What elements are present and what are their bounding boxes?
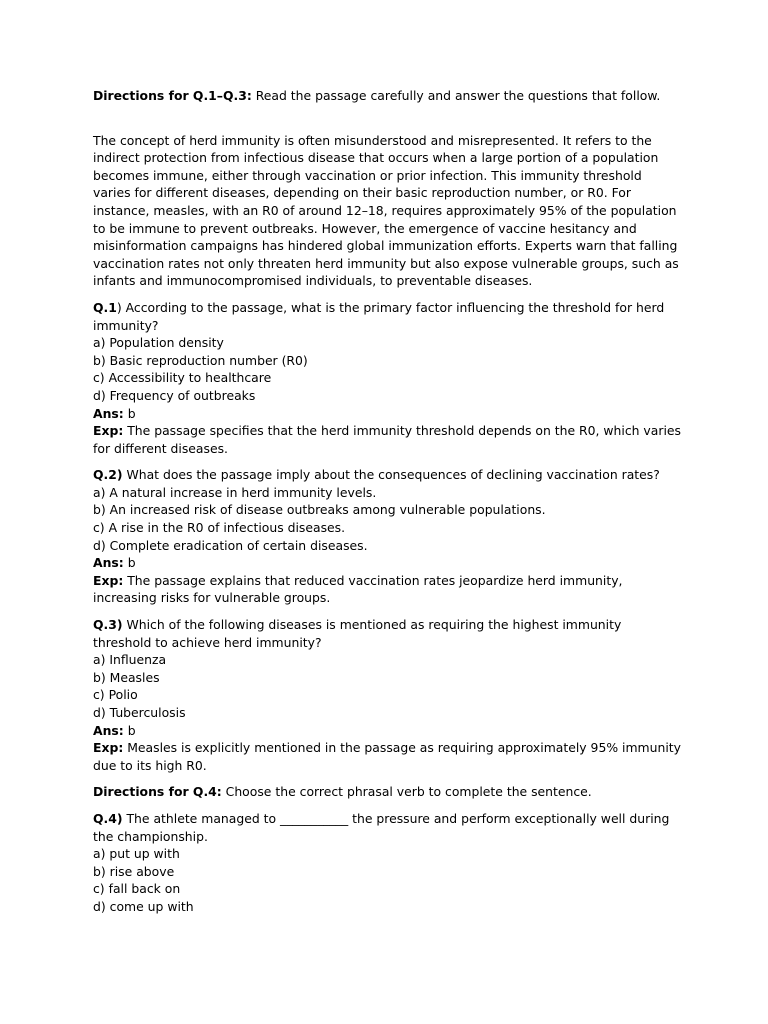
answer-value: b — [123, 722, 136, 738]
directions-text: Read the passage carefully and answer the questions that follow. — [251, 88, 661, 103]
option-d: d) Tuberculosis — [93, 705, 186, 720]
question-text: According to the passage, what is the primary factor influencing the threshold for herd immunity? — [93, 299, 665, 333]
question-number: Q.2) — [93, 467, 123, 483]
option-a: a) Influenza — [93, 652, 167, 668]
directions-label: Directions for Q.1–Q.3: — [93, 88, 252, 103]
option-b: b) rise above — [93, 863, 175, 879]
question-1 — [93, 299, 683, 457]
question-4-stem — [93, 810, 683, 845]
option-a: a) put up with — [93, 846, 180, 862]
option-c: c) Polio — [93, 687, 138, 703]
option-b: b) Basic reproduction number (R0) — [93, 352, 308, 368]
option-c: c) Accessibility to healthcare — [93, 370, 272, 386]
answer — [93, 722, 683, 740]
question-1-stem: Q.1) According to the passage, what is the primary factor influencing the threshold for herd immunity? — [93, 299, 665, 333]
option-d: d) Complete eradication of certain diseases. — [93, 537, 368, 553]
question-number: Q.1 — [93, 299, 117, 315]
option-d: d) Frequency of outbreaks — [93, 387, 256, 403]
answer-label: Ans: — [93, 405, 124, 421]
option-a: a) A natural increase in herd immunity levels. — [93, 484, 377, 500]
directions-text: Choose the correct phrasal verb to complete the sentence. — [221, 784, 592, 800]
question-4 — [93, 810, 683, 916]
explanation — [93, 739, 683, 774]
question-number: Q.4) — [93, 810, 123, 826]
question-text: What does the passage imply about the consequences of declining vaccination rates? — [122, 467, 660, 483]
passage: The concept of herd immunity is often misunderstood and misrepresented. It refers to the indirect protection from infectious disease that occurs when a large portion of a population becomes immune, either through vaccination or prior infection. This immunity threshold varies for different diseases, depending on their basic reproduction number, or R0. For instance, measles, with an R0 of around 12–18, requires approximately 95% of the population to be immune to prevent outbreaks. However, the emergence of vaccine hesitancy and misinformation campaigns has hindered global immunization efforts. Experts warn that falling vaccination rates not only threaten herd immunity but also expose vulnerable groups, such as infants and immunocompromised individuals, to preventable diseases. — [93, 132, 679, 289]
question-2-stem — [93, 466, 683, 484]
explanation — [93, 572, 683, 607]
option-b: b) Measles — [93, 669, 160, 685]
question-2 — [93, 466, 683, 607]
explanation-text: The passage specifies that the herd immunity threshold depends on the R0, which varies for different diseases. — [93, 423, 681, 456]
option-b: b) An increased risk of disease outbreaks among vulnerable populations. — [93, 502, 546, 518]
question-3-stem — [93, 616, 683, 651]
explanation-text: The passage explains that reduced vaccination rates jeopardize herd immunity, increasing risks for vulnerable groups. — [93, 572, 623, 606]
answer-label: Ans: — [93, 722, 124, 738]
explanation-label: Exp: — [93, 740, 124, 756]
option-d: d) come up with — [93, 898, 194, 914]
directions-label: Directions for Q.4: — [93, 784, 222, 800]
answer — [93, 405, 683, 423]
directions-q4 — [93, 783, 683, 801]
question-3 — [93, 616, 683, 774]
document-content — [93, 87, 683, 916]
question-text: The athlete managed to ___________ the pressure and perform exceptionally well during the championship. — [93, 810, 670, 844]
answer-label: Ans: — [93, 555, 124, 571]
explanation — [93, 422, 683, 457]
answer — [93, 554, 683, 572]
question-text: Which of the following diseases is mentioned as requiring the highest immunity threshold to achieve herd immunity? — [93, 617, 622, 650]
explanation-label: Exp: — [93, 423, 124, 439]
explanation-text: Measles is explicitly mentioned in the passage as requiring approximately 95% immunity due to its high R0. — [93, 740, 681, 773]
option-c: c) fall back on — [93, 881, 181, 897]
answer-value: b — [123, 405, 136, 421]
question-number: Q.3) — [93, 617, 123, 633]
explanation-label: Exp: — [93, 572, 124, 588]
option-c: c) A rise in the R0 of infectious diseases. — [93, 520, 346, 536]
option-a: a) Population density — [93, 335, 224, 351]
directions-q1-q3 — [93, 87, 683, 105]
answer-value: b — [123, 555, 136, 571]
